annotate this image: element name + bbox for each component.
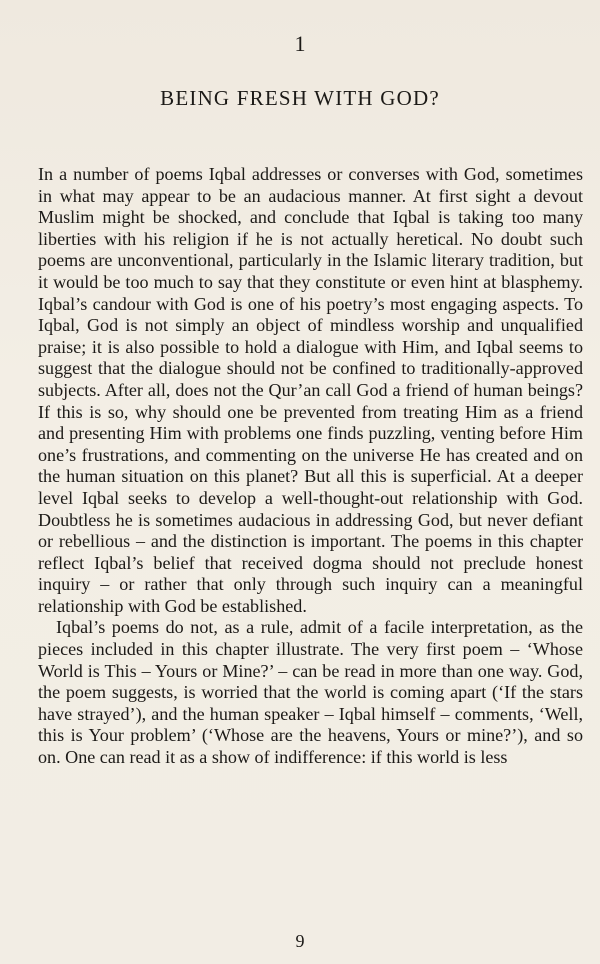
- page-number: 9: [295, 931, 305, 951]
- chapter-body: [38, 164, 583, 769]
- paragraph-2: Iqbal’s poems do not, as a rule, admit of a facile interpretation, as the pieces included in this chapter illustrate. The very first poem – ‘Whose World is This – Yours or Mine?’ – can be read in more than one way. God, the poem suggests, is worried that the world is coming apart (‘If the stars have strayed’), and the human speaker – Iqbal himself – comments, ‘Well, this is Your problem’ (‘Whose are the heavens, Yours or mine?’), and so on. One can read it as a show of indifference: if this world is less: [38, 617, 583, 768]
- chapter-title: BEING FRESH WITH GOD?: [160, 86, 440, 110]
- chapter-number: 1: [294, 31, 306, 56]
- paragraph-1: In a number of poems Iqbal addresses or converses with God, sometimes in what may appear to be an audacious manner. At first sight a devout Muslim might be shocked, and conclude that Iqbal is taking too many liberties with his religion if he is not actually heretical. No doubt such poems are unconventional, particularly in the Islamic literary tradition, but it would be too much to say that they constitute or even hint at blasphemy. Iqbal’s candour with God is one of his poetry’s most engaging aspects. To Iqbal, God is not simply an object of mindless worship and unqualified praise; it is also possible to hold a dialogue with Him, and Iqbal seems to suggest that the dialogue should not be confined to traditionally-approved subjects. After all, does not the Qur’an call God a friend of human beings? If this is so, why should one be prevented from treating Him as a friend and presenting Him with problems one finds puzzling, venting before Him one’s frustrations, and commenting on the universe He has created and on the human situation on this planet? But all this is superficial. At a deeper level Iqbal seeks to develop a well-thought-out relationship with God. Doubtless he is sometimes audacious in addressing God, but never defiant or rebellious – and the distinction is important. The poems in this chapter reflect Iqbal’s belief that received dogma should not preclude honest inquiry – or rather that only through such inquiry can a meaningful relationship with God be established.: [38, 164, 583, 616]
